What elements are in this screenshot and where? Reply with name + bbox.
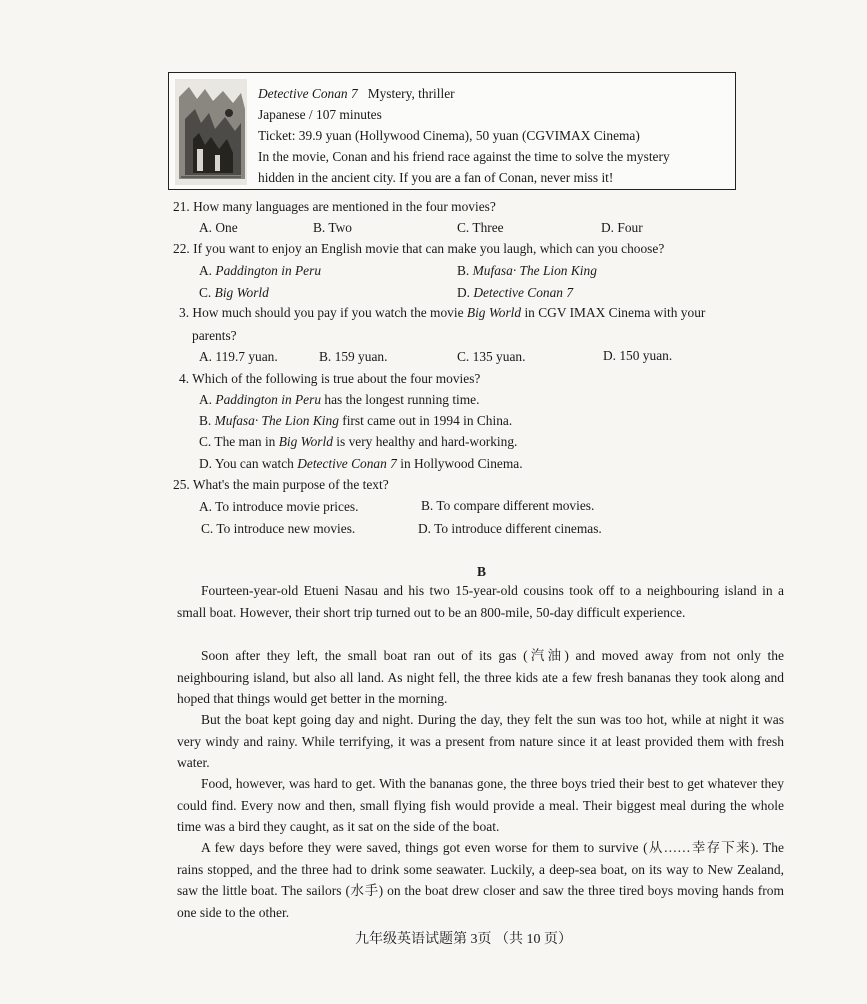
q22-option-c[interactable] bbox=[199, 285, 269, 301]
movie-language-length: Japanese / 107 minutes bbox=[258, 107, 382, 122]
question-text-italic: Big World bbox=[466, 305, 522, 320]
option-text: has the longest running time. bbox=[324, 392, 480, 407]
question-21 bbox=[173, 199, 496, 215]
q23-option-d[interactable]: D. 150 yuan. bbox=[603, 348, 673, 363]
movie-info-box bbox=[168, 72, 736, 190]
option-letter: D. You can watch bbox=[199, 456, 294, 471]
question-number: 3. bbox=[179, 305, 190, 320]
movie-description-line-2: hidden in the ancient city. If you are a fan of Conan, never miss it! bbox=[258, 170, 614, 185]
paragraph-text: A few days before they were saved, things got even worse for them to survive (从……幸存下来). The rains stopped, and the three had to drink some seawater. Luckily, a deep-sea boat, on its way to New Zealand, saw the little boat. The sailors (水手) on the boat drew closer and saw the three tired boys moving hands from one side to the other. bbox=[177, 840, 784, 920]
option-text: is very healthy and hard-working. bbox=[336, 434, 518, 449]
q23-option-b[interactable]: B. 159 yuan. bbox=[319, 349, 388, 364]
q25-option-a[interactable]: A. To introduce movie prices. bbox=[199, 499, 359, 514]
q22-option-b[interactable] bbox=[457, 263, 597, 279]
option-letter: C. The man in bbox=[199, 434, 276, 449]
question-text: How many languages are mentioned in the four movies? bbox=[193, 199, 496, 214]
option-title: Detective Conan 7 bbox=[473, 285, 574, 300]
movie-genre: Mystery, thriller bbox=[367, 86, 455, 101]
movie-poster-image bbox=[175, 79, 247, 185]
passage-paragraph-1 bbox=[177, 580, 784, 623]
question-23 bbox=[179, 305, 705, 321]
option-letter: D. bbox=[457, 285, 471, 300]
passage-paragraph-3 bbox=[177, 709, 784, 774]
question-text: How much should you pay if you watch the movie bbox=[192, 305, 464, 320]
movie-description-line-1: In the movie, Conan and his friend race against the time to solve the mystery bbox=[258, 149, 670, 164]
question-25 bbox=[173, 477, 389, 493]
q21-option-d[interactable]: D. Four bbox=[601, 220, 643, 235]
option-title: Mufasa· The Lion King bbox=[214, 413, 339, 428]
question-text: What's the main purpose of the text? bbox=[192, 477, 389, 492]
question-number: 21. bbox=[173, 199, 190, 214]
option-title: Mufasa· The Lion King bbox=[472, 263, 597, 278]
page-footer: 九年级英语试题第 3页 （共 10 页） bbox=[355, 932, 572, 947]
option-title: Paddington in Peru bbox=[215, 392, 322, 407]
paragraph-text: Soon after they left, the small boat ran out of its gas (汽油) and moved away from not only the neighbouring island, but also all land. As night fell, the three kids ate a few fresh bananas they took along and hoped that things would get better in the morning. bbox=[177, 648, 784, 706]
option-letter: A. bbox=[199, 263, 213, 278]
option-letter: A. bbox=[199, 392, 213, 407]
section-heading: B bbox=[477, 564, 487, 579]
option-text: in Hollywood Cinema. bbox=[400, 456, 523, 471]
question-text: in CGV IMAX Cinema with your bbox=[524, 305, 706, 320]
q22-option-d[interactable] bbox=[457, 285, 573, 301]
movie-ticket: Ticket: 39.9 yuan (Hollywood Cinema), 50 yuan (CGVIMAX Cinema) bbox=[258, 128, 640, 143]
question-number: 22. bbox=[173, 241, 190, 256]
paragraph-text: Fourteen-year-old Etueni Nasau and his two 15-year-old cousins took off to a neighbouring island in a small boat. However, their short trip turned out to be an 800-mile, 50-day difficult experience. bbox=[177, 583, 784, 620]
movie-title: Detective Conan 7 bbox=[258, 86, 358, 101]
q25-option-c[interactable]: C. To introduce new movies. bbox=[201, 521, 356, 536]
q21-option-c[interactable]: C. Three bbox=[457, 220, 504, 235]
option-title: Paddington in Peru bbox=[215, 263, 322, 278]
passage-paragraph-5 bbox=[177, 837, 784, 923]
option-letter: C. bbox=[199, 285, 212, 300]
q24-option-a[interactable] bbox=[199, 392, 479, 408]
question-24 bbox=[179, 371, 480, 387]
option-title: Big World bbox=[278, 434, 333, 449]
question-text: Which of the following is true about the four movies? bbox=[192, 371, 481, 386]
q21-option-b[interactable]: B. Two bbox=[313, 220, 352, 235]
q24-option-b[interactable] bbox=[199, 413, 512, 429]
question-23-line-2: parents? bbox=[192, 328, 237, 343]
passage-paragraph-4 bbox=[177, 773, 784, 838]
q23-option-c[interactable]: C. 135 yuan. bbox=[457, 349, 526, 364]
option-letter: B. bbox=[457, 263, 470, 278]
q25-option-b[interactable]: B. To compare different movies. bbox=[421, 498, 595, 513]
paragraph-text: But the boat kept going day and night. During the day, they felt the sun was too hot, while at night it was very windy and rainy. While terrifying, it was a present from nature since it at least provided them with fresh water. bbox=[177, 712, 784, 770]
q23-option-a[interactable]: A. 119.7 yuan. bbox=[199, 349, 278, 364]
option-title: Big World bbox=[214, 285, 269, 300]
paragraph-text: Food, however, was hard to get. With the bananas gone, the three boys tried their best to get whatever they could find. Every now and then, small flying fish would provide a meal. Their biggest meal during the whole time was a bird they caught, as it sat on the side of the boat. bbox=[177, 776, 784, 834]
question-number: 4. bbox=[179, 371, 190, 386]
q25-option-d[interactable]: D. To introduce different cinemas. bbox=[418, 521, 602, 536]
option-title: Detective Conan 7 bbox=[297, 456, 397, 471]
question-22 bbox=[173, 241, 664, 257]
q21-option-a[interactable]: A. One bbox=[199, 220, 238, 235]
option-text: first came out in 1994 in China. bbox=[342, 413, 513, 428]
q24-option-d[interactable] bbox=[199, 456, 523, 472]
movie-title-line bbox=[258, 86, 455, 102]
option-letter: B. bbox=[199, 413, 212, 428]
q22-option-a[interactable] bbox=[199, 263, 321, 279]
question-number: 25. bbox=[173, 477, 190, 492]
q24-option-c[interactable] bbox=[199, 434, 517, 450]
question-text: If you want to enjoy an English movie that can make you laugh, which can you choose? bbox=[193, 241, 665, 256]
passage-paragraph-2 bbox=[177, 645, 784, 710]
